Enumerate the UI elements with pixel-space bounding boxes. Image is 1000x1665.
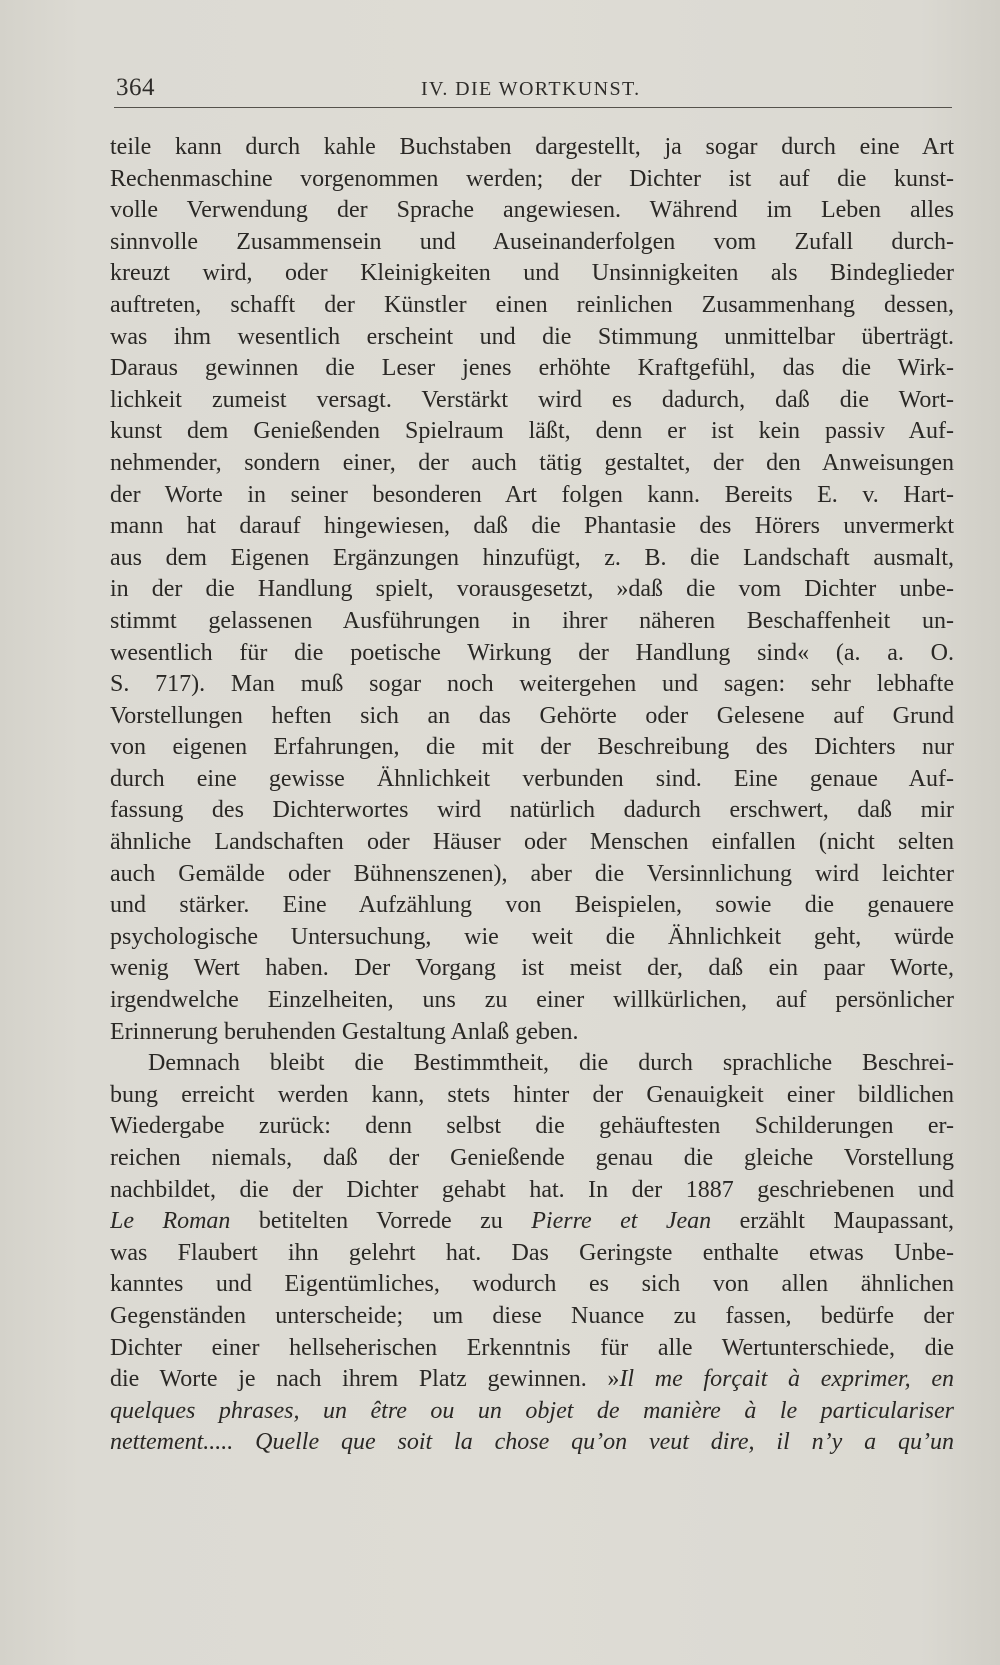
text-line: bung erreicht werden kann, stets hinter der Genauigkeit einer bildlichen bbox=[110, 1081, 954, 1108]
text-line: Daraus gewinnen die Leser jenes erhöhte Kraftgefühl, das die Wirk- bbox=[110, 355, 954, 382]
italic-quote: quelques phrases, un être ou un objet de manière à le particulariser bbox=[110, 1397, 954, 1424]
text-line: psychologische Untersuchung, wie weit die Ähnlichkeit geht, würde bbox=[110, 923, 954, 950]
page-number: 364 bbox=[116, 74, 155, 101]
header-rule bbox=[114, 107, 952, 108]
text-line: durch eine gewisse Ähnlichkeit verbunden sind. Eine genaue Auf- bbox=[110, 765, 954, 792]
text-line: aus dem Eigenen Ergänzungen hinzufügt, z. B. die Landschaft ausmalt, bbox=[110, 544, 954, 571]
text-line: was ihm wesentlich erscheint und die Stimmung unmittelbar überträgt. bbox=[110, 323, 954, 350]
text-line: kanntes und Eigentümliches, wodurch es sich von allen ähnlichen bbox=[110, 1271, 954, 1298]
text-line: Rechenmaschine vorgenommen werden; der Dichter ist auf die kunst- bbox=[110, 165, 954, 192]
text-line: und stärker. Eine Aufzählung von Beispielen, sowie die genauere bbox=[110, 892, 954, 919]
text-line: von eigenen Erfahrungen, die mit der Beschreibung des Dichters nur bbox=[110, 734, 954, 761]
text-line: auftreten, schafft der Künstler einen reinlichen Zusammenhang dessen, bbox=[110, 291, 954, 318]
text-line: stimmt gelassenen Ausführungen in ihrer näheren Beschaffenheit un- bbox=[110, 607, 954, 634]
text-line: Wiedergabe zurück: denn selbst die gehäuftesten Schilderungen er- bbox=[110, 1113, 954, 1140]
italic-quote: Il me forçait à exprimer, en bbox=[619, 1366, 954, 1393]
text-line: auch Gemälde oder Bühnenszenen), aber die Versinnlichung wird leichter bbox=[110, 860, 954, 887]
text-fragment: betitelten Vorrede zu bbox=[230, 1208, 532, 1235]
text-line: sinnvolle Zusammensein und Auseinanderfolgen vom Zufall durch- bbox=[110, 228, 954, 255]
text-line: Dichter einer hellseherischen Erkenntnis für alle Wertunterschiede, die bbox=[110, 1334, 954, 1361]
text-line: lichkeit zumeist versagt. Verstärkt wird es dadurch, daß die Wort- bbox=[110, 386, 954, 413]
italic-title: Pierre et Jean bbox=[531, 1208, 712, 1235]
text-line: kreuzt wird, oder Kleinigkeiten und Unsinnigkeiten als Bindeglieder bbox=[110, 260, 954, 287]
italic-title: Le Roman bbox=[110, 1208, 231, 1235]
italic-text-line bbox=[110, 1427, 954, 1459]
italic-text-line bbox=[110, 1396, 954, 1428]
text-line: mann hat darauf hingewiesen, daß die Phantasie des Hörers unvermerkt bbox=[110, 513, 954, 540]
text-line: wenig Wert haben. Der Vorgang ist meist der, daß ein paar Worte, bbox=[110, 955, 954, 982]
text-line: nachbildet, die der Dichter gehabt hat. In der 1887 geschriebenen und bbox=[110, 1176, 954, 1203]
text-line: Gegenständen unterscheide; um diese Nuance zu fassen, bedürfe der bbox=[110, 1302, 954, 1329]
text-line-with-titles bbox=[110, 1206, 954, 1238]
text-line: der Worte in seiner besonderen Art folgen kann. Bereits E. v. Hart- bbox=[110, 481, 954, 508]
text-fragment: erzählt Maupassant, bbox=[711, 1208, 954, 1235]
text-line: Vorstellungen heften sich an das Gehörte oder Gelesene auf Grund bbox=[110, 702, 954, 729]
text-line: wesentlich für die poetische Wirkung der Handlung sind« (a. a. O. bbox=[110, 639, 954, 666]
page-header bbox=[116, 74, 954, 106]
text-line: kunst dem Genießenden Spielraum läßt, denn er ist kein passiv Auf- bbox=[110, 418, 954, 445]
text-line: Erinnerung beruhenden Gestaltung Anlaß geben. bbox=[110, 1018, 579, 1045]
text-line: volle Verwendung der Sprache angewiesen. Während im Leben alles bbox=[110, 197, 954, 224]
text-line: reichen niemals, daß der Genießende genau die gleiche Vorstellung bbox=[110, 1145, 954, 1171]
text-line: nehmender, sondern einer, der auch tätig gestaltet, der den Anweisungen bbox=[110, 449, 954, 476]
text-line: in der die Handlung spielt, vorausgesetzt, »daß die vom Dichter unbe- bbox=[110, 576, 954, 603]
text-line: irgendwelche Einzelheiten, uns zu einer willkürlichen, auf persönlicher bbox=[110, 987, 954, 1014]
text-line: Demnach bleibt die Bestimmtheit, die durch sprachliche Beschrei- bbox=[148, 1050, 954, 1077]
text-line: S. 717). Man muß sogar noch weitergehen und sagen: sehr lebhafte bbox=[110, 671, 954, 698]
text-line: fassung des Dichterwortes wird natürlich dadurch erschwert, daß mir bbox=[110, 797, 954, 824]
italic-quote: nettement..... Quelle que soit la chose qu’on veut dire, il n’y a qu’un bbox=[110, 1429, 954, 1456]
paragraph-1 bbox=[110, 132, 954, 1048]
text-line-with-quote bbox=[110, 1364, 954, 1396]
paragraph-2 bbox=[110, 1048, 954, 1459]
text-line: teile kann durch kahle Buchstaben dargestellt, ja sogar durch eine Art bbox=[110, 134, 954, 160]
text-fragment: die Worte je nach ihrem Platz gewinnen. » bbox=[110, 1366, 620, 1393]
body-text bbox=[110, 132, 954, 1459]
running-head: IV. DIE WORTKUNST. bbox=[421, 78, 641, 100]
text-line: was Flaubert ihn gelehrt hat. Das Geringste enthalte etwas Unbe- bbox=[110, 1239, 954, 1266]
text-line: ähnliche Landschaften oder Häuser oder Menschen einfallen (nicht selten bbox=[110, 829, 954, 856]
